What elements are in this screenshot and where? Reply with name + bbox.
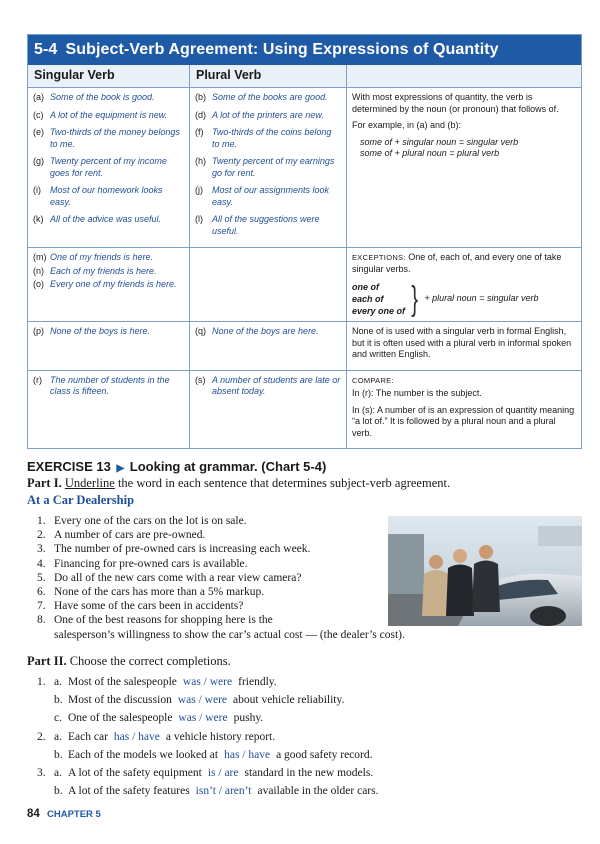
part-label: Part I. xyxy=(27,476,62,490)
item-letter: b. xyxy=(54,785,63,798)
explanation-text: In (s): A number of is an expression of quantity meaning “a lot of.” It is followed by a plural noun and a plural verb. xyxy=(352,404,575,438)
item-text: a good safety record. xyxy=(276,748,373,761)
example-label: (k) xyxy=(33,214,44,224)
item-letter: a. xyxy=(54,767,62,780)
page-number: 84 xyxy=(27,808,40,820)
explanation-cell xyxy=(347,248,581,321)
example-label: (c) xyxy=(33,109,44,120)
item-text: A lot of the safety equipment xyxy=(68,767,202,780)
example-text: Most of our homework looks easy. xyxy=(50,185,163,207)
item-text: salesperson’s willingness to show the car’s actual cost — (the dealer’s cost). xyxy=(54,628,405,641)
item-text: Each car xyxy=(68,730,108,743)
plural-cell xyxy=(190,88,347,247)
example-label: (i) xyxy=(33,185,41,195)
example-text: Twenty percent of my earnings go for rent. xyxy=(212,156,335,178)
answer-choice[interactable]: has / have xyxy=(113,730,160,743)
item-text: Have some of the cars been in accidents? xyxy=(54,600,244,613)
example-text: Some of the book is good. xyxy=(50,92,155,102)
example xyxy=(33,279,184,291)
example-text: One of my friends is here. xyxy=(50,252,154,262)
list-item xyxy=(37,571,405,585)
example-text: A lot of the equipment is new. xyxy=(50,109,168,120)
item-number xyxy=(37,782,54,800)
answer-choice[interactable]: was / were xyxy=(178,712,228,725)
example-label: (r) xyxy=(33,374,42,385)
example-text: A lot of the printers are new. xyxy=(212,109,324,120)
example-label: (j) xyxy=(195,185,203,195)
explanation-text: With most expressions of quantity, the verb is determined by the noun (or pronoun) that follows of. xyxy=(352,92,559,114)
item-text: None of the cars has more than a 5% markup. xyxy=(54,586,265,599)
col-plural-header: Plural Verb xyxy=(190,65,347,87)
item-number: 5. xyxy=(37,571,46,584)
chart-title-bar xyxy=(28,35,581,65)
example-text: None of the boys is here. xyxy=(50,326,151,336)
example-text: All of the suggestions were useful. xyxy=(212,214,320,236)
choice-list xyxy=(37,673,378,800)
example-label: (f) xyxy=(195,127,204,137)
formula: some of + singular noun = singular verb xyxy=(360,136,519,147)
item-text: Financing for pre-owned cars is available. xyxy=(54,557,248,570)
part-label: Part II. xyxy=(27,654,67,668)
exercise-name: Looking at grammar. xyxy=(129,459,258,474)
example-text: None of the boys are here. xyxy=(212,326,319,336)
exercise-label: EXERCISE 13 xyxy=(27,459,111,474)
exceptions-heading: EXCEPTIONS: xyxy=(352,253,406,262)
list-item xyxy=(37,514,405,528)
item-letter: a. xyxy=(54,730,62,743)
explanation-text: One of, each of, and every one of take singular verbs. xyxy=(352,252,562,274)
plural-cell xyxy=(190,371,347,449)
item-number: 6. xyxy=(37,586,46,599)
item-number: 2. xyxy=(37,730,46,743)
exercise-ref: (Chart 5-4) xyxy=(261,459,327,474)
item-number: 1. xyxy=(37,515,46,527)
item-text: Each of the models we looked at xyxy=(68,748,219,761)
chart-title: Subject-Verb Agreement: Using Expressions of Quantity xyxy=(65,41,499,58)
choice-item xyxy=(37,709,378,727)
sentence-list xyxy=(37,514,405,642)
right-brace: } xyxy=(411,280,419,318)
answer-choice[interactable]: was / were xyxy=(177,694,228,707)
example xyxy=(33,156,184,179)
item-text: Do all of the new cars come with a rear view camera? xyxy=(54,571,302,584)
example xyxy=(195,92,341,104)
part1-instruction xyxy=(27,476,450,491)
col-explanation-header xyxy=(347,65,581,87)
brace-rule xyxy=(352,281,576,317)
item-number: 7. xyxy=(37,600,46,613)
example xyxy=(33,110,184,122)
brace-rule-text: + plural noun = singular verb xyxy=(424,293,539,304)
list-item xyxy=(37,542,405,556)
singular-cell xyxy=(28,371,190,449)
example xyxy=(33,127,184,150)
explanation-cell xyxy=(347,322,581,370)
item-letter: c. xyxy=(54,712,62,725)
choice-item xyxy=(37,728,378,746)
example-label: (l) xyxy=(195,214,203,224)
chart-row-3 xyxy=(28,322,581,371)
item-letter: b. xyxy=(54,694,63,707)
example-text: A number of students are late or absent today. xyxy=(212,374,341,396)
plural-cell xyxy=(190,322,347,370)
item-number xyxy=(37,746,54,764)
example-label: (g) xyxy=(33,156,44,166)
example xyxy=(195,185,341,208)
choice-item xyxy=(37,782,378,800)
choice-item xyxy=(37,673,378,691)
item-number xyxy=(37,709,54,727)
chart-row-2 xyxy=(28,248,581,322)
explanation-cell xyxy=(347,371,581,449)
brace-item: one of xyxy=(352,282,379,292)
item-text: standard in the new models. xyxy=(244,767,374,780)
example xyxy=(33,214,184,226)
example-label: (b) xyxy=(195,92,206,102)
singular-cell xyxy=(28,88,190,247)
example xyxy=(195,326,341,338)
example xyxy=(33,375,184,398)
explanation-cell xyxy=(347,88,581,247)
example-label: (a) xyxy=(33,92,44,102)
item-number xyxy=(37,628,54,642)
instruction-text: Choose the correct completions. xyxy=(69,654,231,668)
example-text: Each of my friends is here. xyxy=(50,265,157,276)
explanation-text: None of is used with a singular verb in formal English, but it is often used with a plural verb in informal spoken and written English. xyxy=(352,326,572,359)
choice-item xyxy=(37,764,378,782)
list-item xyxy=(37,528,405,542)
item-letter: b. xyxy=(54,748,63,761)
example-text: All of the advice was useful. xyxy=(50,214,162,224)
underline-word: Underline xyxy=(64,476,115,490)
item-number: 4. xyxy=(37,557,46,570)
example-text: Twenty percent of my income goes for rent. xyxy=(50,156,167,178)
example-label: (n) xyxy=(33,265,44,276)
choice-item xyxy=(37,691,378,709)
choice-item xyxy=(37,746,378,764)
item-number: 1. xyxy=(37,676,46,688)
example-text: Two-thirds of the money belongs to me. xyxy=(50,127,180,149)
grammar-chart xyxy=(27,34,582,449)
example xyxy=(33,326,184,338)
item-letter: a. xyxy=(54,676,62,688)
example-label: (o) xyxy=(33,279,44,289)
car-dealership-photo xyxy=(388,516,582,626)
example xyxy=(195,127,341,150)
item-number: 3. xyxy=(37,543,46,556)
example xyxy=(195,156,341,179)
page-footer xyxy=(27,808,101,820)
list-item xyxy=(37,599,405,613)
brace-item: each of xyxy=(352,294,384,304)
example-text: Every one of my friends is here. xyxy=(50,279,177,289)
answer-choice[interactable]: isn’t / aren’t xyxy=(195,785,252,798)
item-text: One of the salespeople xyxy=(68,712,173,725)
answer-choice[interactable]: is / are xyxy=(207,767,239,780)
example-label: (q) xyxy=(195,326,206,336)
item-text: Most of the salespeople xyxy=(68,676,177,688)
example-text: Two-thirds of the coins belong to me. xyxy=(212,127,332,149)
example xyxy=(33,185,184,208)
example xyxy=(33,92,184,104)
example-label: (m) xyxy=(33,252,47,262)
formula: some of + plural noun = plural verb xyxy=(360,148,500,158)
col-singular-header: Singular Verb xyxy=(28,65,190,87)
list-item xyxy=(37,613,405,627)
list-item xyxy=(37,628,405,642)
brace-list xyxy=(352,281,405,317)
example-label: (d) xyxy=(195,109,206,120)
item-number: 3. xyxy=(37,767,46,780)
item-text: available in the older cars. xyxy=(257,785,379,798)
example xyxy=(33,266,184,278)
instruction-text: the word in each sentence that determines subject-verb agreement. xyxy=(117,476,451,490)
item-number: 2. xyxy=(37,529,46,542)
example-text: Some of the books are good. xyxy=(212,92,328,102)
part2-instruction xyxy=(27,654,231,669)
item-text: The number of pre-owned cars is increasing each week. xyxy=(54,543,311,556)
chart-header-row xyxy=(28,65,581,88)
example xyxy=(195,110,341,122)
item-text: Most of the discussion xyxy=(68,694,172,707)
chart-number: 5-4 xyxy=(34,41,58,58)
plural-cell xyxy=(190,248,347,321)
item-text: A lot of the safety features xyxy=(68,785,190,798)
example-label: (e) xyxy=(33,127,44,137)
answer-choice[interactable]: was / were xyxy=(182,676,233,688)
chart-row-1 xyxy=(28,88,581,248)
item-text: One of the best reasons for shopping here is the xyxy=(54,614,273,627)
answer-choice[interactable]: has / have xyxy=(224,748,271,761)
item-text: about vehicle reliability. xyxy=(233,694,345,707)
example-label: (h) xyxy=(195,156,206,166)
example xyxy=(195,375,341,398)
example xyxy=(33,252,184,264)
item-number: 8. xyxy=(37,614,46,627)
chart-row-4 xyxy=(28,371,581,449)
explanation-text: In (r): The number is the subject. xyxy=(352,388,482,398)
list-item xyxy=(37,585,405,599)
example xyxy=(195,214,341,237)
section-subtitle: At a Car Dealership xyxy=(27,493,135,507)
example-text: Most of our assignments look easy. xyxy=(212,185,330,207)
list-item xyxy=(37,557,405,571)
exercise-title xyxy=(27,459,326,474)
example-text: The number of students in the class is fifteen. xyxy=(50,374,170,396)
item-text: pushy. xyxy=(233,712,264,725)
triangle-arrow-icon: ▶ xyxy=(116,463,125,474)
example-label: (p) xyxy=(33,326,44,336)
compare-heading: COMPARE: xyxy=(352,375,394,385)
example-label: (s) xyxy=(195,374,206,385)
brace-item: every one of xyxy=(352,306,406,316)
explanation-text: For example, in (a) and (b): xyxy=(352,120,462,130)
chapter-label: CHAPTER 5 xyxy=(47,809,101,820)
item-text: Every one of the cars on the lot is on sale. xyxy=(54,515,247,527)
item-text: A number of cars are pre-owned. xyxy=(54,529,206,542)
singular-cell xyxy=(28,322,190,370)
singular-cell xyxy=(28,248,190,321)
item-number xyxy=(37,691,54,709)
item-text: friendly. xyxy=(238,676,277,688)
item-text: a vehicle history report. xyxy=(165,730,276,743)
